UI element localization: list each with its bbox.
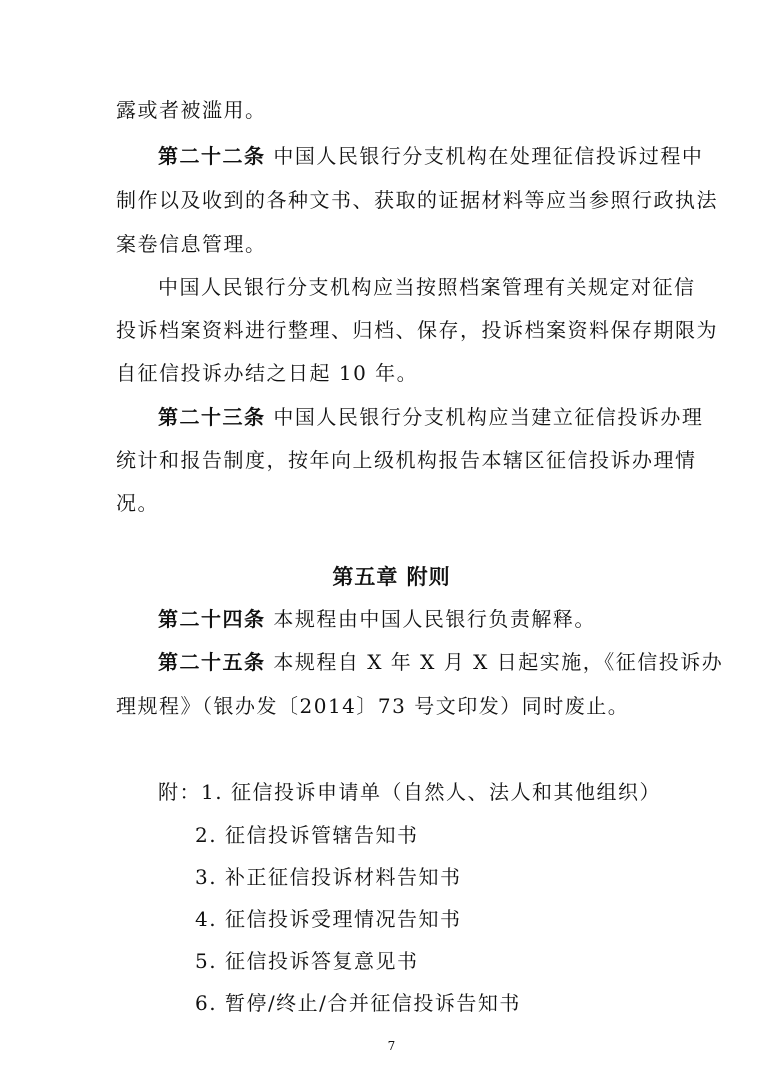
- article-23-line-3: 况。: [116, 491, 159, 515]
- attachment-label: 附：: [158, 780, 201, 804]
- attachment-item-2: 2. 征信投诉管辖告知书: [195, 823, 419, 847]
- article-22-p2-line-3: 自征信投诉办结之日起 10 年。: [116, 361, 419, 385]
- article-22-line-1: 第二十二条 中国人民银行分支机构在处理征信投诉过程中: [158, 144, 704, 168]
- page-number: 7: [387, 1039, 396, 1053]
- article-22-p2-line-1: 中国人民银行分支机构应当按照档案管理有关规定对征信: [158, 275, 696, 299]
- attachment-item-6: 6. 暂停/终止/合并征信投诉告知书: [195, 991, 521, 1015]
- article-23-line-1: 第二十三条 中国人民银行分支机构应当建立征信投诉办理: [158, 405, 704, 429]
- paragraph-continuation: 露或者被滥用。: [116, 98, 267, 122]
- article-22-line-3: 案卷信息管理。: [116, 232, 267, 256]
- chapter-5-title: 第五章 附则: [332, 565, 451, 589]
- article-24-line-1: 第二十四条 本规程由中国人民银行负责解释。: [158, 607, 596, 631]
- article-22-heading: 第二十二条: [158, 144, 266, 168]
- article-22-p2-line-2: 投诉档案资料进行整理、归档、保存，投诉档案资料保存期限为: [116, 318, 718, 342]
- article-22-line-2: 制作以及收到的各种文书、获取的证据材料等应当参照行政执法: [116, 188, 718, 212]
- article-25-heading: 第二十五条: [158, 650, 266, 674]
- article-24-heading: 第二十四条: [158, 607, 266, 631]
- attachment-item-1: 附：1. 征信投诉申请单（自然人、法人和其他组织）: [158, 780, 661, 804]
- article-23-heading: 第二十三条: [158, 405, 266, 429]
- article-25-line-2: 理规程》（银办发〔2014〕73 号文印发）同时废止。: [116, 694, 630, 718]
- article-23-line-2: 统计和报告制度，按年向上级机构报告本辖区征信投诉办理情: [116, 448, 697, 472]
- attachment-item-5: 5. 征信投诉答复意见书: [195, 949, 419, 973]
- attachment-item-4: 4. 征信投诉受理情况告知书: [195, 907, 462, 931]
- article-25-line-1: 第二十五条 本规程自 X 年 X 月 X 日起实施，《征信投诉办: [158, 650, 724, 674]
- attachment-item-3: 3. 补正征信投诉材料告知书: [195, 865, 462, 889]
